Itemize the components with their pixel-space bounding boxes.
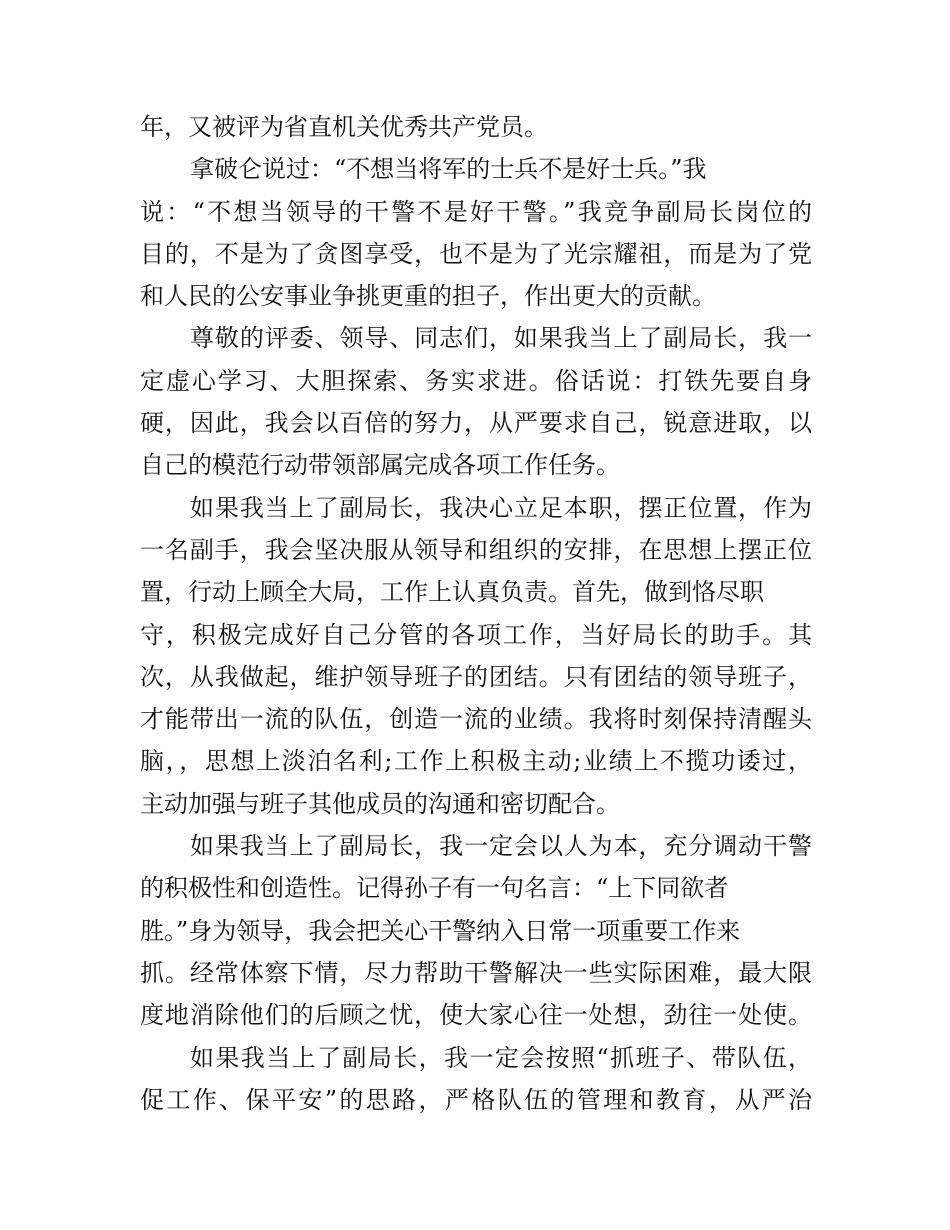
text-line: 的积极性和创造性。记得孙子有一句名言：“上下同欲者 <box>140 874 729 903</box>
text-line: 度地消除他们的后顾之忧，使大家心往一处想，劲往一处使。 <box>140 1001 812 1030</box>
text-line: 守，积极完成好自己分管的各项工作，当好局长的助手。其 <box>140 620 812 649</box>
text-line: 一名副手，我会坚决服从领导和组织的安排，在思想上摆正位 <box>140 535 812 564</box>
text-line: 自己的模范行动带领部属完成各项工作任务。 <box>140 451 620 480</box>
text-line: 和人民的公安事业争挑更重的担子，作出更大的贡献。 <box>140 282 716 311</box>
text-line: 抓。经常体察下情，尽力帮助干警解决一些实际困难，最大限 <box>140 958 812 987</box>
text-line: 如果我当上了副局长，我一定会以人为本，充分调动干警 <box>190 832 812 861</box>
text-line: 硬，因此，我会以百倍的努力，从严要求自己，锐意进取，以 <box>140 409 812 438</box>
text-line: 拿破仑说过：“不想当将军的士兵不是好士兵。”我 <box>190 155 707 184</box>
text-line: 定虚心学习、大胆探索、务实求进。俗话说：打铁先要自身 <box>140 366 812 395</box>
text-line: 次，从我做起，维护领导班子的团结。只有团结的领导班子， <box>140 662 812 691</box>
text-line: 置，行动上顾全大局，工作上认真负责。首先，做到恪尽职 <box>140 578 764 607</box>
text-line: 如果我当上了副局长，我一定会按照“抓班子、带队伍， <box>190 1043 812 1072</box>
text-line: 年，又被评为省直机关优秀共产党员。 <box>140 113 548 141</box>
text-line: 如果我当上了副局长，我决心立足本职，摆正位置，作为 <box>190 493 812 522</box>
text-line: 主动加强与班子其他成员的沟通和密切配合。 <box>140 789 620 818</box>
text-line: 脑，，思想上淡泊名利;工作上积极主动;业绩上不揽功诿过， <box>140 747 812 776</box>
text-line: 才能带出一流的队伍，创造一流的业绩。我将时刻保持清醒头 <box>140 705 812 734</box>
document-body <box>140 106 812 1121</box>
text-line: 胜。”身为领导，我会把关心干警纳入日常一项重要工作来 <box>140 916 741 945</box>
text-line: 说：“不想当领导的干警不是好干警。”我竞争副局长岗位的 <box>140 197 812 226</box>
text-line: 目的，不是为了贪图享受，也不是为了光宗耀祖，而是为了党 <box>140 239 812 268</box>
text-line: 尊敬的评委、领导、同志们，如果我当上了副局长，我一 <box>190 324 812 353</box>
text-line: 促工作、保平安”的思路，严格队伍的管理和教育，从严治 <box>140 1085 812 1114</box>
